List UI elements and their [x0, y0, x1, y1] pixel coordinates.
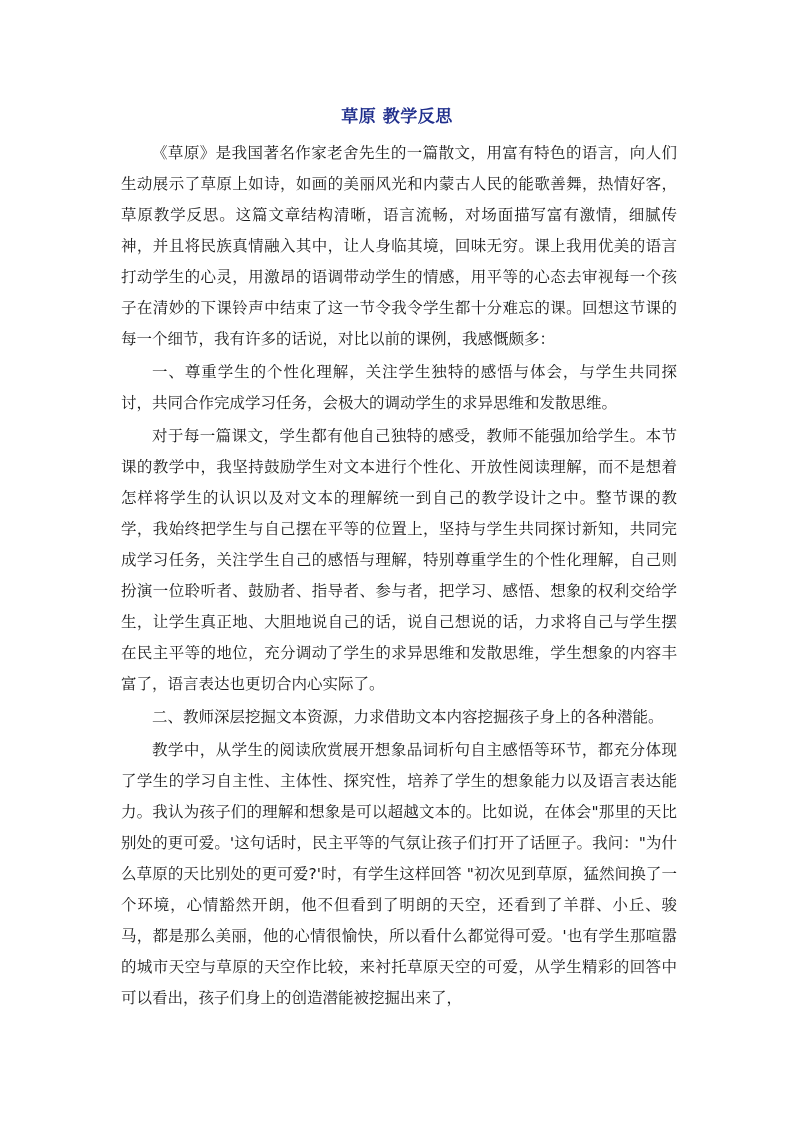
paragraph-point-one-heading: 一、尊重学生的个性化理解，关注学生独特的感悟与体会，与学生共同探讨，共同合作完成学习任务，会极大的调动学生的求异思维和发散思维。 — [121, 363, 677, 412]
document-title: 草原 教学反思 — [341, 107, 453, 127]
paragraph-point-two-heading: 二、教师深层挖掘文本资源，力求借助文本内容挖掘孩子身上的各种潜能。 — [152, 708, 664, 726]
paragraph-point-two-body: 教学中，从学生的阅读欣赏展开想象品词析句自主感悟等环节，都充分体现了学生的学习自主性、主体性、探究性，培养了学生的想象能力以及语言表达能力。我认为孩子们的理解和想象是可以超越文本的。比如说，在体会"那里的天比别处的更可爱。'这句话时，民主平等的气氛让孩子们打开了话匣子。我问："为什么草原的天比别处的更可爱?'时，有学生这样回答 "初次见到草原，猛然间换了一个环境，心情豁然开朗，他不但看到了明朗的天空，还看到了羊群、小丘、骏马，都是那么美丽，他的心情很愉快，所以看什么都觉得可爱。'也有学生那喧嚣的城市天空与草原的天空作比较，来衬托草原天空的可爱，从学生精彩的回答中可以看出，孩子们身上的创造潜能被挖掘出来了， — [121, 741, 677, 1007]
paragraph-point-one-body: 对于每一篇课文，学生都有他自己独特的感受，教师不能强加给学生。本节课的教学中，我坚持鼓励学生对文本进行个性化、开放性阅读理解，而不是想着怎样将学生的认识以及对文本的理解统一到自己的教学设计之中。整节课的教学，我始终把学生与自己摆在平等的位置上，坚持与学生共同探讨新知，共同完成学习任务，关注学生自己的感悟与理解，特别尊重学生的个性化理解，自己则扮演一位聆听者、鼓励者、指导者、参与者，把学习、感悟、想象的权利交给学生，让学生真正地、大胆地说自己的话，说自己想说的话，力求将自己与学生摆在民主平等的地位，充分调动了学生的求异思维和发散思维，学生想象的内容丰富了，语言表达也更切合内心实际了。 — [121, 427, 677, 693]
paragraph-intro: 《草原》是我国著名作家老舍先生的一篇散文，用富有特色的语言，向人们生动展示了草原上如诗，如画的美丽风光和内蒙古人民的能歌善舞，热情好客，草原教学反思。这篇文章结构清晰，语言流畅，对场面描写富有激情，细腻传神，并且将民族真情融入其中，让人身临其境，回味无穷。课上我用优美的语言打动学生的心灵，用激昂的语调带动学生的情感，用平等的心态去审视每一个孩子在清妙的下课铃声中结束了这一节令我令学生都十分难忘的课。回想这节课的每一个细节，我有许多的话说，对比以前的课例，我感慨颇多： — [121, 144, 677, 348]
document-body — [121, 138, 677, 1016]
